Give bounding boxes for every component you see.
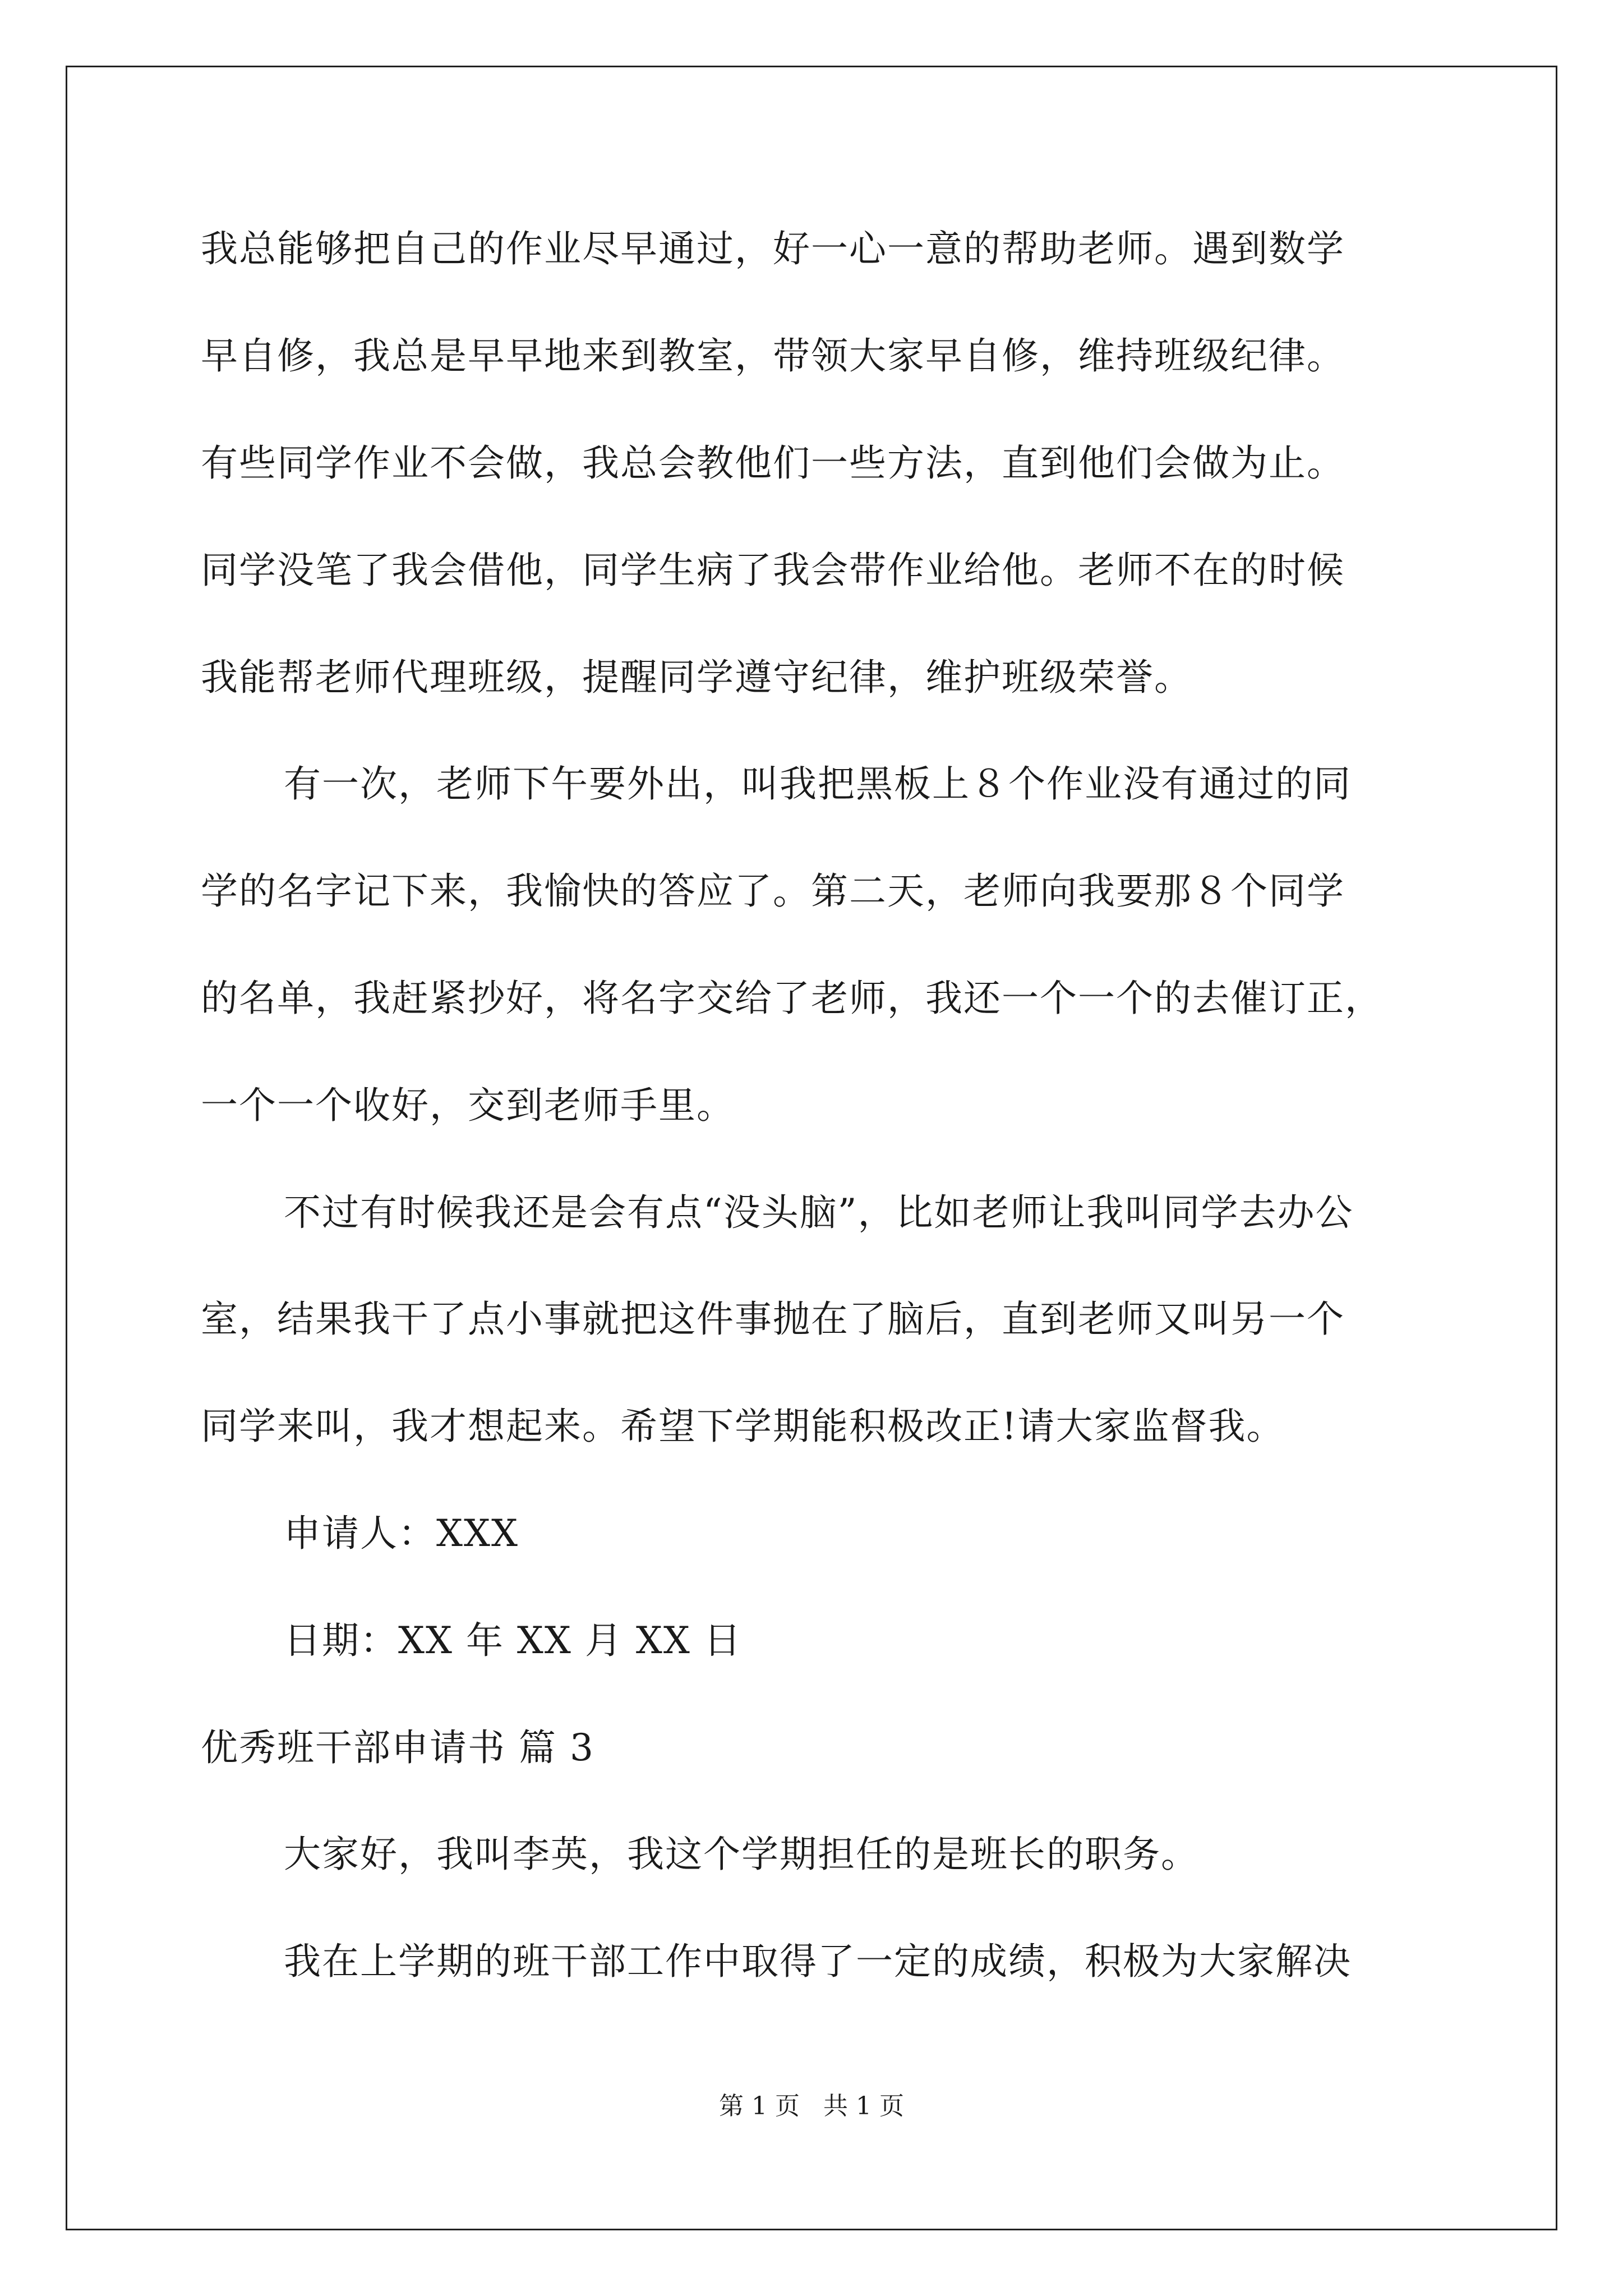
body-line: 有一次，老师下午要外出，叫我把黑板上８个作业没有通过的同: [284, 762, 1352, 806]
body-line: 大家好，我叫李英，我这个学期担任的是班长的职务。: [284, 1833, 1199, 1876]
section-heading: 优秀班干部申请书 篇 3: [201, 1726, 594, 1769]
page-footer: 第 1 页 共 1 页: [719, 2092, 904, 2120]
body-line: 室，结果我干了点小事就把这件事抛在了脑后，直到老师又叫另一个: [201, 1297, 1345, 1341]
body-line: 同学没笔了我会借他，同学生病了我会带作业给他。老师不在的时候: [201, 549, 1345, 592]
body-line: 学的名字记下来，我愉快的答应了。第二天，老师向我要那８个同学: [201, 869, 1345, 913]
body-line: 不过有时候我还是会有点“没头脑”，比如老师让我叫同学去办公: [284, 1191, 1354, 1234]
body-line: 我能帮老师代理班级，提醒同学遵守纪律，维护班级荣誉。: [201, 656, 1192, 699]
page-border: [66, 66, 1557, 2230]
body-line: 的名单，我赶紧抄好，将名字交给了老师，我还一个一个的去催订正，: [201, 977, 1383, 1020]
body-line: 有些同学作业不会做，我总会教他们一些方法，直到他们会做为止。: [201, 441, 1345, 485]
applicant-line: 申请人：XXX: [284, 1512, 519, 1555]
body-line: 我在上学期的班干部工作中取得了一定的成绩，积极为大家解决: [284, 1940, 1352, 1983]
body-line: 同学来叫，我才想起来。希望下学期能积极改正!请大家监督我。: [201, 1405, 1285, 1448]
body-line: 一个一个收好，交到老师手里。: [201, 1084, 735, 1127]
body-line: 早自修，我总是早早地来到教室，带领大家早自修，维持班级纪律。: [201, 334, 1345, 378]
date-line: 日期：XX 年 XX 月 XX 日: [284, 1619, 742, 1662]
body-line: 我总能够把自己的作业尽早通过，好一心一意的帮助老师。遇到数学: [201, 227, 1345, 270]
